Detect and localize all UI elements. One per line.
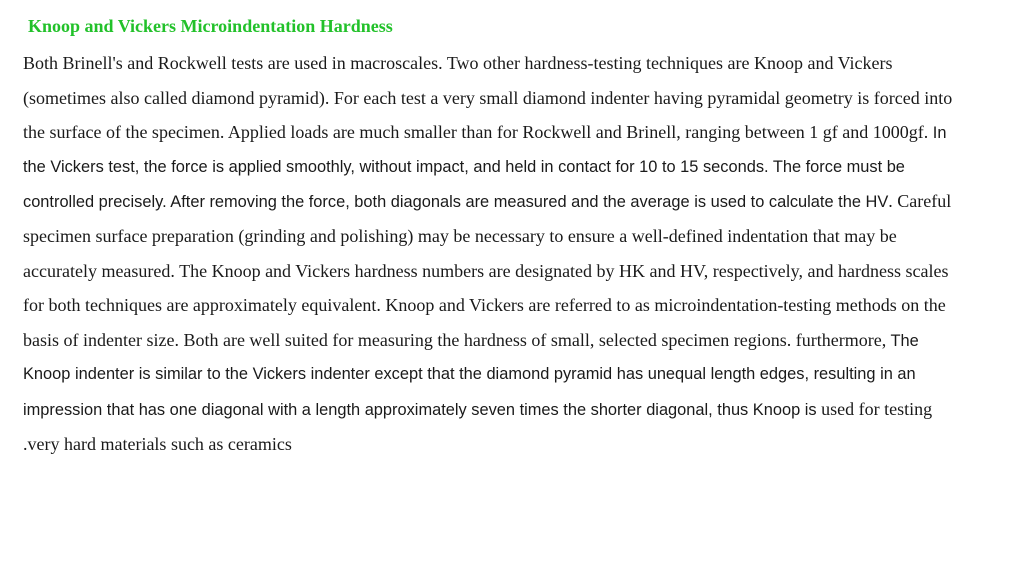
text-run: specimen surface preparation (grinding and polishing) may be necessary to ensure a well-defined indentation that may be <box>23 225 897 246</box>
text-run: controlled precisely. After removing the force, both diagonals are measured and the average is used to calculate the HV <box>23 193 889 212</box>
text-line <box>23 46 1023 81</box>
text-run: basis of indenter size. Both are well suited for measuring the hardness of small, selected specimen regions. furthermore, <box>23 329 887 350</box>
text-line <box>23 81 1023 116</box>
text-run: for both techniques are approximately equivalent. Knoop and Vickers are referred to as microindentation-testing methods on the <box>23 295 946 316</box>
text-run: .very hard materials such as ceramics <box>23 433 292 454</box>
text-run: (sometimes also called diamond pyramid). For each test a very small diamond indenter having pyramidal geometry is forced into <box>23 87 953 108</box>
text-line <box>23 150 1023 185</box>
slide-title: Knoop and Vickers Microindentation Hardness <box>28 16 393 36</box>
text-line <box>23 323 1023 358</box>
text-line <box>23 357 1023 392</box>
text-run: the surface of the specimen. Applied loads are much smaller than for Rockwell and Brinell, ranging between 1 gf and 1000gf. <box>23 122 929 143</box>
text-run: Knoop indenter is similar to the Vickers indenter except that the diamond pyramid has unequal length edges, resulting in an <box>23 365 916 384</box>
text-run: . Careful <box>888 191 952 212</box>
text-line <box>23 219 1023 254</box>
text-line <box>23 288 1023 323</box>
text-run: the Vickers test, the force is applied smoothly, without impact, and held in contact for 10 to 15 seconds. The force must be <box>23 157 905 176</box>
text-run: used for testing <box>821 398 933 419</box>
text-run: The <box>886 331 919 350</box>
text-line <box>23 427 1023 462</box>
text-run: accurately measured. The Knoop and Vickers hardness numbers are designated by HK and HV, respectively, and hardness scales <box>23 260 949 281</box>
body-text <box>23 46 1023 461</box>
text-run: impression that has one diagonal with a length approximately seven times the shorter diagonal, thus Knoop is <box>23 400 822 419</box>
text-line <box>23 392 1023 427</box>
text-run: In <box>928 124 947 143</box>
text-line <box>23 254 1023 289</box>
text-line <box>23 115 1023 150</box>
text-run: Both Brinell's and Rockwell tests are used in macroscales. Two other hardness-testing techniques are Knoop and Vickers <box>23 53 893 73</box>
text-line <box>23 184 1023 219</box>
